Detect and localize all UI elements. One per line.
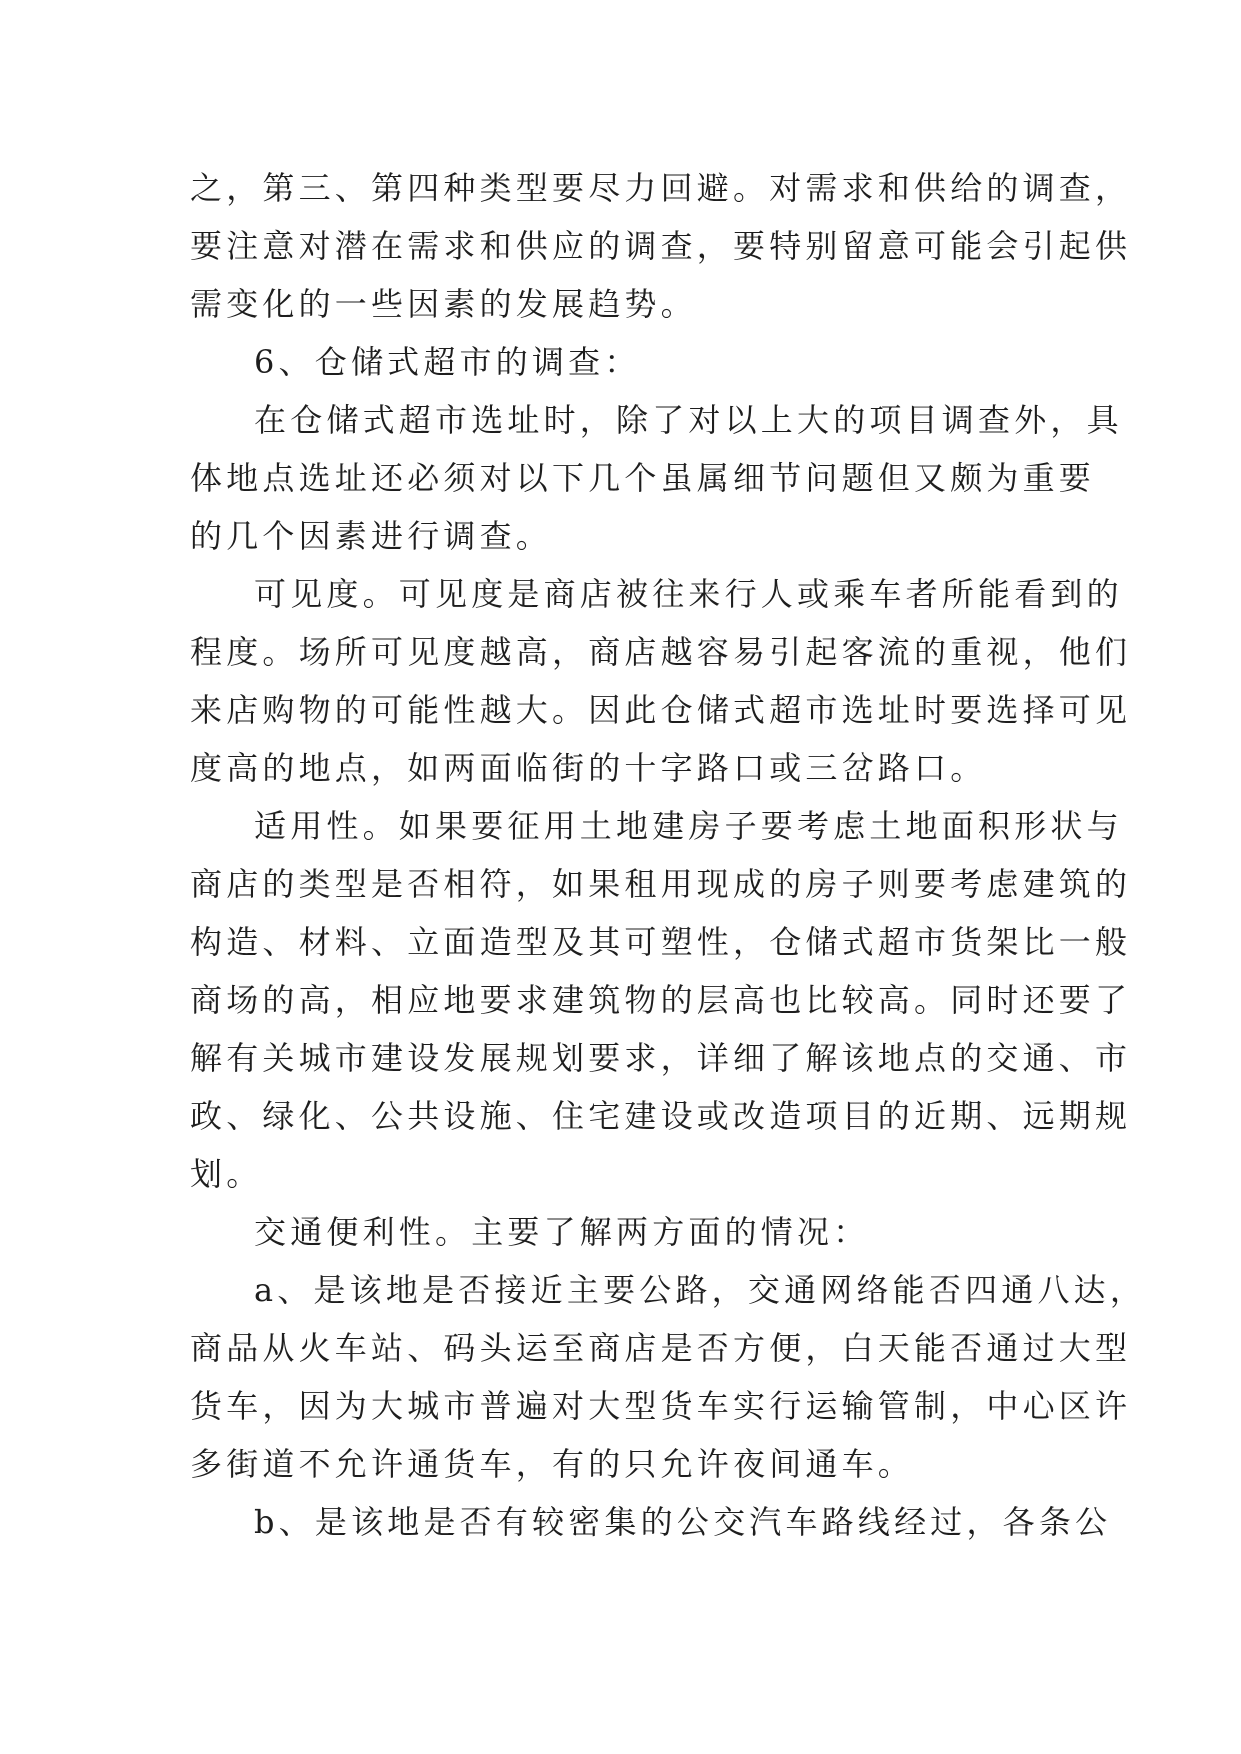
text-line: 划。 xyxy=(190,1155,263,1193)
text-line: a、是该地是否接近主要公路，交通网络能否四通八达， xyxy=(254,1271,1147,1309)
text-line: 体地点选址还必须对以下几个虽属细节问题但又颇为重要 xyxy=(190,459,1096,497)
text-line: 需变化的一些因素的发展趋势。 xyxy=(190,285,697,323)
text-line: 商场的高，相应地要求建筑物的层高也比较高。同时还要了 xyxy=(190,981,1132,1019)
text-line: 多街道不允许通货车，有的只允许夜间通车。 xyxy=(190,1445,915,1483)
text-line: 要注意对潜在需求和供应的调查，要特别留意可能会引起供 xyxy=(190,227,1132,265)
text-line: 程度。场所可见度越高，商店越容易引起客流的重视，他们 xyxy=(190,633,1132,671)
text-line: 来店购物的可能性越大。因此仓储式超市选址时要选择可见 xyxy=(190,691,1132,729)
text-line: 之，第三、第四种类型要尽力回避。对需求和供给的调查， xyxy=(190,169,1132,207)
text-line: 交通便利性。主要了解两方面的情况： xyxy=(254,1213,870,1251)
text-line: 可见度。可见度是商店被往来行人或乘车者所能看到的 xyxy=(254,575,1123,613)
text-line: 的几个因素进行调查。 xyxy=(190,517,553,555)
text-line: 商品从火车站、码头运至商店是否方便，白天能否通过大型 xyxy=(190,1329,1132,1367)
text-line: 商店的类型是否相符，如果租用现成的房子则要考虑建筑的 xyxy=(190,865,1132,903)
text-line: 度高的地点，如两面临街的十字路口或三岔路口。 xyxy=(190,749,987,787)
text-line: 货车，因为大城市普遍对大型货车实行运输管制，中心区许 xyxy=(190,1387,1132,1425)
text-line: 解有关城市建设发展规划要求，详细了解该地点的交通、市 xyxy=(190,1039,1132,1077)
text-line: 政、绿化、公共设施、住宅建设或改造项目的近期、远期规 xyxy=(190,1097,1132,1135)
text-line: b、是该地是否有较密集的公交汽车路线经过，各条公 xyxy=(254,1503,1112,1541)
text-line: 在仓储式超市选址时，除了对以上大的项目调查外，具 xyxy=(254,401,1123,439)
text-line: 适用性。如果要征用土地建房子要考虑土地面积形状与 xyxy=(254,807,1123,845)
text-line: 构造、材料、立面造型及其可塑性，仓储式超市货架比一般 xyxy=(190,923,1132,961)
section-heading: 6、仓储式超市的调查： xyxy=(254,343,641,381)
